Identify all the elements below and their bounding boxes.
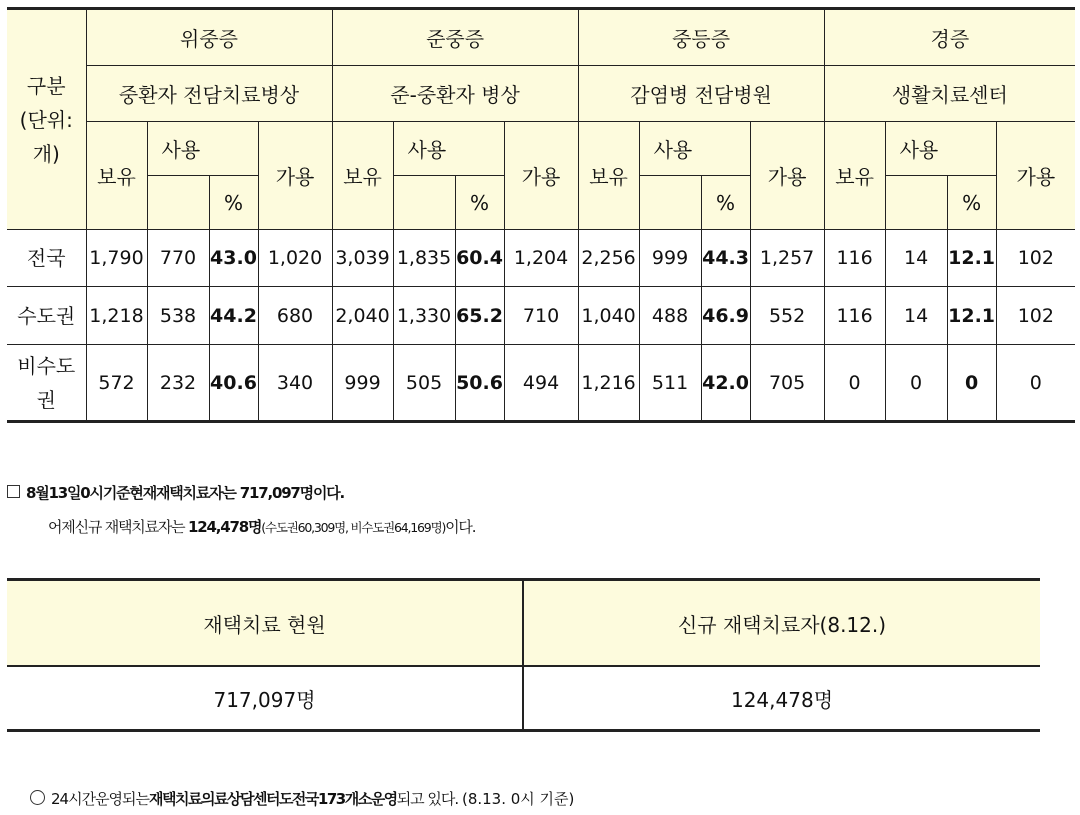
- cell-use: 14: [885, 287, 947, 345]
- cell-avail: 340: [258, 345, 332, 422]
- facility-header: 중환자 전담치료병상: [86, 66, 332, 122]
- facility-header: 감염병 전담병원: [578, 66, 824, 122]
- region-label: 수도권: [7, 287, 86, 345]
- col-have: 보유: [86, 122, 147, 230]
- col-use: 사용: [885, 122, 996, 176]
- cell-use: 488: [639, 287, 701, 345]
- circle-bullet-icon: [30, 790, 45, 805]
- cell-pct: 42.0: [701, 345, 750, 422]
- col-use-count-blank: [147, 176, 209, 230]
- col-use: 사용: [393, 122, 504, 176]
- table-row: [7, 287, 1075, 345]
- col-avail: 가용: [504, 122, 578, 230]
- footer-part-1: 24시간운영되는: [51, 790, 150, 808]
- cell-have: 999: [332, 345, 393, 422]
- region-label: 전국: [7, 230, 86, 287]
- note-line-2-value: 124,478명: [188, 518, 262, 536]
- cell-pct: 43.0: [209, 230, 258, 287]
- home-new-header: 신규 재택치료자(8.12.): [523, 580, 1040, 667]
- cell-use: 538: [147, 287, 209, 345]
- cell-have: 2,256: [578, 230, 639, 287]
- cell-avail: 494: [504, 345, 578, 422]
- cell-have: 572: [86, 345, 147, 422]
- col-use: 사용: [147, 122, 258, 176]
- cell-pct: 12.1: [947, 230, 996, 287]
- cell-avail: 102: [996, 287, 1075, 345]
- bed-status-table: [7, 7, 1075, 423]
- cell-use: 14: [885, 230, 947, 287]
- cell-have: 116: [824, 230, 885, 287]
- cell-pct: 44.3: [701, 230, 750, 287]
- cell-use: 1,330: [393, 287, 455, 345]
- col-use-count-blank: [885, 176, 947, 230]
- cell-pct: 46.9: [701, 287, 750, 345]
- cell-pct: 50.6: [455, 345, 504, 422]
- col-use: 사용: [639, 122, 750, 176]
- cell-avail: 1,020: [258, 230, 332, 287]
- gubun-line: (단위:: [19, 107, 73, 132]
- facility-header: 생활치료센터: [824, 66, 1075, 122]
- note-line-1: 8월13일0시기준현재재택치료자는 717,097명이다.: [26, 484, 345, 502]
- cell-have: 1,216: [578, 345, 639, 422]
- cell-use: 511: [639, 345, 701, 422]
- square-bullet-icon: [7, 485, 20, 498]
- table-row: [7, 345, 1075, 422]
- footer-part-2: 재택치료의료상담센터도전국173개소운영: [149, 790, 397, 808]
- cell-pct: 44.2: [209, 287, 258, 345]
- cell-have: 1,040: [578, 287, 639, 345]
- region-label: 비수도 권: [7, 345, 86, 422]
- cell-avail: 552: [750, 287, 824, 345]
- home-current-header: 재택치료 현원: [7, 580, 523, 667]
- note-line-2-suffix: 이다.: [445, 518, 476, 536]
- note-line-2-prefix: 어제신규 재택치료자는: [48, 518, 189, 536]
- cell-have: 0: [824, 345, 885, 422]
- gubun-line: 개): [32, 141, 60, 166]
- facility-header: 준-중환자 병상: [332, 66, 578, 122]
- col-pct: %: [947, 176, 996, 230]
- cell-avail: 0: [996, 345, 1075, 422]
- col-have: 보유: [578, 122, 639, 230]
- cell-pct: 40.6: [209, 345, 258, 422]
- cell-avail: 705: [750, 345, 824, 422]
- col-pct: %: [209, 176, 258, 230]
- col-avail: 가용: [996, 122, 1075, 230]
- col-have: 보유: [332, 122, 393, 230]
- home-current-value: 717,097명: [7, 666, 523, 731]
- table-row: [7, 230, 1075, 287]
- home-treatment-note: [7, 482, 344, 503]
- col-use-count-blank: [393, 176, 455, 230]
- cell-use: 770: [147, 230, 209, 287]
- cell-avail: 1,204: [504, 230, 578, 287]
- severity-header: 준중증: [332, 9, 578, 66]
- cell-avail: 1,257: [750, 230, 824, 287]
- col-use-count-blank: [639, 176, 701, 230]
- cell-use: 999: [639, 230, 701, 287]
- cell-pct: 60.4: [455, 230, 504, 287]
- cell-avail: 710: [504, 287, 578, 345]
- severity-header: 경증: [824, 9, 1075, 66]
- gubun-line: 구분: [26, 73, 66, 98]
- home-treatment-table: [7, 578, 1040, 732]
- col-have: 보유: [824, 122, 885, 230]
- new-home-treatment-note: [48, 516, 475, 537]
- cell-use: 232: [147, 345, 209, 422]
- cell-avail: 102: [996, 230, 1075, 287]
- cell-have: 1,218: [86, 287, 147, 345]
- severity-header: 중등증: [578, 9, 824, 66]
- note-line-2-detail: (수도권60,309명, 비수도권64,169명): [261, 520, 446, 535]
- cell-pct: 12.1: [947, 287, 996, 345]
- home-new-value: 124,478명: [523, 666, 1040, 731]
- cell-have: 2,040: [332, 287, 393, 345]
- col-avail: 가용: [750, 122, 824, 230]
- col-avail: 가용: [258, 122, 332, 230]
- col-pct: %: [455, 176, 504, 230]
- cell-use: 0: [885, 345, 947, 422]
- footer-part-3: 되고 있다.: [396, 790, 459, 808]
- cell-have: 116: [824, 287, 885, 345]
- col-pct: %: [701, 176, 750, 230]
- cell-use: 505: [393, 345, 455, 422]
- cell-use: 1,835: [393, 230, 455, 287]
- consult-center-note: [30, 788, 574, 809]
- severity-header: 위중증: [86, 9, 332, 66]
- footer-part-4: (8.13. 0시 기준): [461, 790, 575, 808]
- cell-have: 1,790: [86, 230, 147, 287]
- gubun-header: [7, 9, 86, 230]
- cell-pct: 0: [947, 345, 996, 422]
- cell-have: 3,039: [332, 230, 393, 287]
- cell-pct: 65.2: [455, 287, 504, 345]
- cell-avail: 680: [258, 287, 332, 345]
